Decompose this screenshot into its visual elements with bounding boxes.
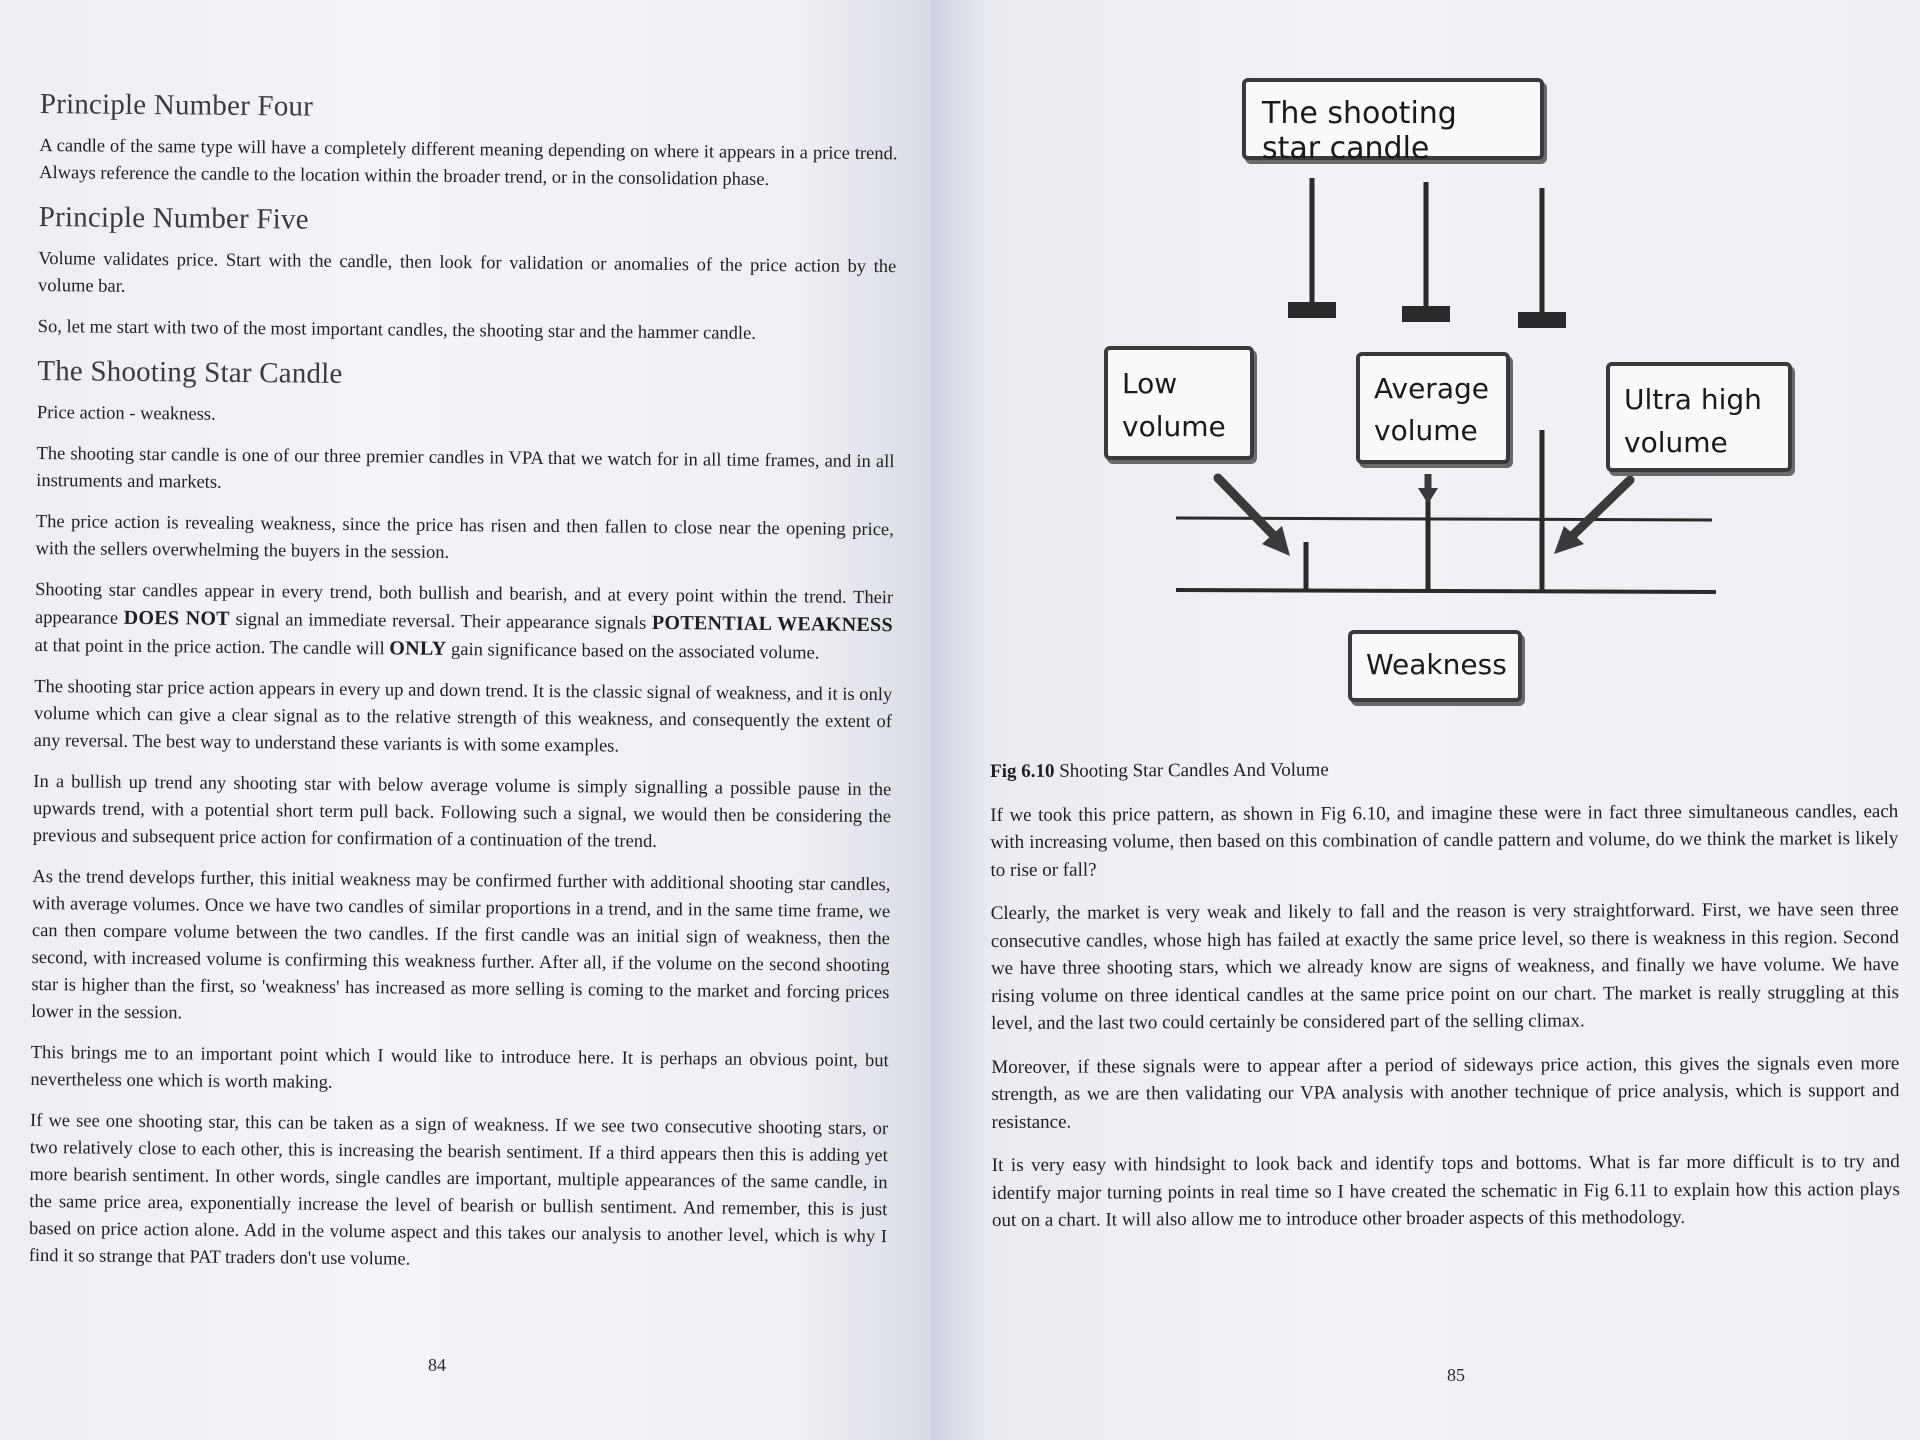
text-run: signal an immediate reversal. Their appearance signals bbox=[235, 609, 647, 634]
text-run: Shooting star candles appear in every trend, both bullish and bearish, and at every point within the trend. Their appearance bbox=[34, 579, 894, 629]
candle-2 bbox=[1402, 182, 1450, 322]
heading-principle-four: Principle Number Four bbox=[39, 88, 314, 123]
arrow-ultra-high bbox=[1554, 480, 1630, 554]
figure-caption bbox=[990, 754, 1898, 785]
ultra-high-volume-box bbox=[1606, 362, 1792, 472]
paragraph: It is very easy with hindsight to look back and identify tops and bottoms. What is far more difficult is to try and identify major turning points in real time so I have created the schematic in Fig 6.11 to explain how this action plays out on a chart. It will also allow me to introduce other broader aspects of this methodology. bbox=[991, 1151, 1900, 1231]
diagram-title: The shooting star candle bbox=[1262, 96, 1457, 166]
paragraph-with-emphasis bbox=[35, 577, 894, 668]
emphasis-only: ONLY bbox=[389, 637, 447, 660]
diagram-title-box bbox=[1242, 78, 1544, 166]
paragraph: As the trend develops further, this initial weakness may be confirmed further with additional shooting star candles, with average volumes. Once we have two candles of similar proportions in a trend, and in the same time frame, we can then compare volume between the two candles. If the first candle was an initial sign of weakness, then the second, with increased volume is confirming this weakness further. After all, if the volume on the second shooting star is higher than the first, so 'weakness' has increased as more selling is coming to the market and forcing prices lower in the session. bbox=[31, 866, 891, 1024]
heading-shooting-star-candle: The Shooting Star Candle bbox=[37, 354, 343, 390]
ultra-high-volume-label-line1: Ultra high bbox=[1624, 383, 1762, 416]
paragraph: Moreover, if these signals were to appear after a period of sideways price action, this gives the signals even more strength, as we are then validating our VPA analysis with another technique of price analysis, which is support and resistance. bbox=[991, 1052, 1900, 1133]
emphasis-does-not: DOES NOT bbox=[123, 606, 231, 630]
paragraph: The price action is revealing weakness, since the price has risen and then fallen to close near the opening price, with the sellers overwhelming the buyers in the session. bbox=[35, 511, 894, 563]
text-run: gain significance based on the associated volume. bbox=[450, 639, 820, 664]
candle-1 bbox=[1288, 178, 1336, 318]
paragraph: Price action - weakness. bbox=[36, 402, 216, 425]
paragraph: In a bullish up trend any shooting star with below average volume is simply signalling a possible pause in the upwards trend, with a potential short term pull back. Following such a signal, we would then be considering the previous and subsequent price action for confirmation of a continuation of the trend. bbox=[32, 771, 892, 852]
emphasis-potential-weakness: POTENTIAL WEAKNESS bbox=[651, 611, 894, 637]
paragraph: So, let me start with two of the most important candles, the shooting star and the hammer candle. bbox=[37, 316, 757, 344]
paragraph: The shooting star candle is one of our three premier candles in VPA that we watch for in all time frames, and in all instruments and markets. bbox=[36, 443, 895, 493]
text-run: at that point in the price action. The candle will bbox=[34, 635, 385, 660]
average-volume-label-line1: Average bbox=[1374, 372, 1489, 405]
figure-caption-label: Fig 6.10 bbox=[990, 760, 1055, 782]
paragraph: If we took this price pattern, as shown in Fig 6.10, and imagine these were in fact three simultaneous candles, each with increasing volume, then based on this combination of candle pattern and volume, do we think the market is likely to rise or fall? bbox=[990, 800, 1899, 881]
weakness-label: Weakness bbox=[1366, 648, 1507, 681]
paragraph: Clearly, the market is very weak and likely to fall and the reason is very straightforward. First, we have seen three consecutive candles, whose high has failed at exactly the same price level, so there is weakness in this region. Second we have three shooting stars, which we already know are signs of weakness, and finally we have volume. We have rising volume on three identical candles at the same price point on our chart. The market is really struggling at this level, and the last two could certainly be considered part of the selling climax. bbox=[990, 899, 1900, 1034]
left-page-text-column bbox=[29, 88, 898, 1292]
low-volume-label-line2: volume bbox=[1122, 410, 1226, 443]
paragraph: If we see one shooting star, this can be taken as a sign of weakness. If we see two consecutive shooting stars, or two relatively close to each other, this is increasing the bearish sentiment. If a third appears then this is adding yet more bearish sentiment. In other words, single candles are important, multiple appearances of the same candle, in the same price area, exponentially increase the level of bearish or bullish sentiment. And remember, this is just based on price action alone. Add in the volume aspect and this takes our analysis to another level, which is why I find it so strange that PAT traders don't use volume. bbox=[28, 1110, 889, 1270]
paragraph: A candle of the same type will have a completely different meaning depending on where it appears in a price trend. Always reference the candle to the location within the broader trend, or in the consolidation phase. bbox=[39, 135, 898, 191]
paragraph: This brings me to an important point which I would like to introduce here. It is perhaps an obvious point, but nevertheless one which is worth making. bbox=[30, 1042, 889, 1093]
heading-principle-five: Principle Number Five bbox=[38, 200, 309, 236]
page-number-right: 85 bbox=[1447, 1365, 1465, 1385]
paragraph: The shooting star price action appears in every up and down trend. It is the classic signal of weakness, and it is only volume which can give a clear signal as to the relative strength of this weakness, and consequently the extent of any reversal. The best way to understand these variants is with some examples. bbox=[33, 676, 893, 757]
volume-baseline bbox=[1176, 590, 1716, 592]
arrow-average bbox=[1418, 474, 1438, 504]
average-volume-label-line2: volume bbox=[1374, 414, 1478, 447]
low-volume-box bbox=[1104, 346, 1254, 460]
figure-caption-text: Shooting Star Candles And Volume bbox=[1059, 759, 1329, 782]
shooting-star-volume-diagram bbox=[1090, 70, 1810, 710]
paragraph: Volume validates price. Start with the candle, then look for validation or anomalies of the price action by the volume bar. bbox=[38, 248, 897, 297]
candle-3 bbox=[1518, 188, 1566, 328]
average-volume-box bbox=[1356, 352, 1510, 464]
left-page bbox=[0, 0, 932, 1440]
right-page-text-column bbox=[990, 754, 1900, 1250]
weakness-box bbox=[1348, 630, 1522, 702]
page-number-left: 84 bbox=[428, 1355, 446, 1375]
low-volume-label-line1: Low bbox=[1122, 367, 1178, 400]
ultra-high-volume-label-line2: volume bbox=[1624, 426, 1728, 459]
